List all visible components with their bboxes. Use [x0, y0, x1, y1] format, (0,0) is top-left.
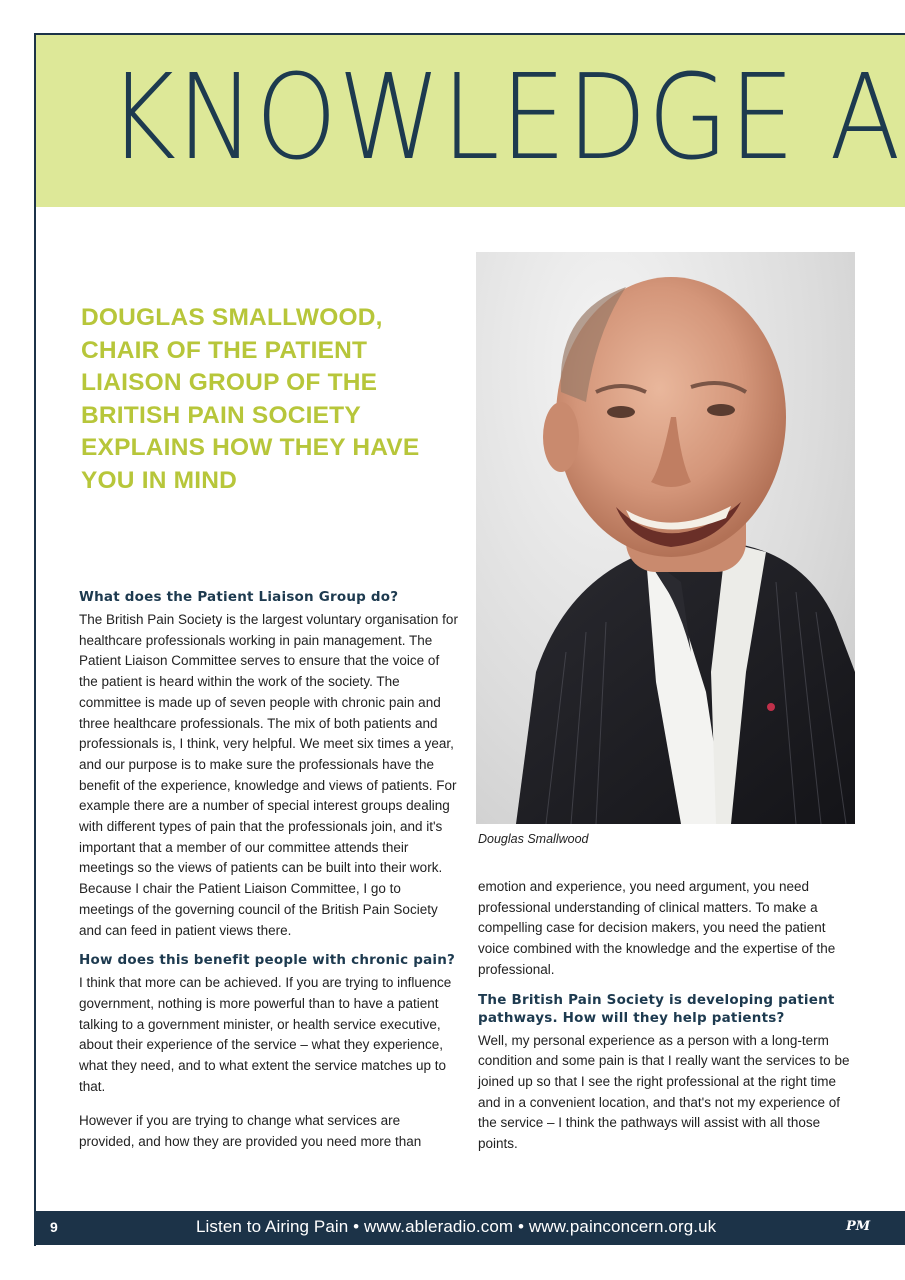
answer-paragraph: Well, my personal experience as a person with a long-term condition and some pain is that I really want the services to be joined up so that I see the right professional at the right time and in a convenient location, and that's not my experience of the service – I think the pathways will assist with all those points.: [478, 1032, 850, 1152]
footer-bar: [36, 1211, 905, 1245]
question-heading: The British Pain Society is developing patient pathways. How will they help patients?: [478, 991, 835, 1026]
answer-paragraph: emotion and experience, you need argument, you need professional understanding of clinical matters. To make a compelling case for decision makers, you need the patient voice combined with the knowledge and the expertise of the professional.: [478, 879, 836, 977]
right-column: [478, 877, 858, 1165]
portrait-photo: [476, 252, 855, 824]
answer-paragraph: The British Pain Society is the largest voluntary organisation for healthcare professionals working in pain management. The Patient Liaison Committee serves to ensure that the voice of the patient is heard within the work of the society. The committee is made up of seven people with chronic pain and three healthcare professionals. The mix of both patients and professionals is, I think, very helpful. We meet six times a year, and our purpose is to make sure the professionals have the benefit of the experience, knowledge and views of patients. For example there are a number of special interest groups dealing with different types of pain that the professionals join, and it's important that a member of our committee attends their meetings so the views of patients can be built into their work. Because I chair the Patient Liaison Committee, I go to meetings of the governing council of the British Pain Society and can feed in patient views there.: [79, 612, 458, 938]
page-number: 9: [50, 1219, 58, 1235]
footer-logo: PM: [846, 1219, 871, 1234]
photo-caption: Douglas Smallwood: [478, 832, 589, 846]
article-headline: DOUGLAS SMALLWOOD, CHAIR OF THE PATIENT LIAISON GROUP OF THE BRITISH PAIN SOCIETY EXPLAINS HOW THEY HAVE YOU IN MIND: [81, 304, 420, 494]
title-banner: [36, 35, 905, 207]
question-heading: What does the Patient Liaison Group do?: [79, 589, 399, 605]
banner-title: KNOWLEDGE A: [108, 48, 902, 186]
answer-paragraph: I think that more can be achieved. If you are trying to influence government, nothing is more powerful than to have a patient talking to a government minister, or health service executive, about their experience of the service – what they experience, what they need, and to what extent the service matches up to that.: [79, 975, 452, 1094]
footer-text: Listen to Airing Pain • www.ableradio.com • www.painconcern.org.uk: [196, 1217, 717, 1236]
left-column: [79, 588, 459, 1163]
question-heading: How does this benefit people with chronic pain?: [79, 952, 456, 969]
answer-paragraph: However if you are trying to change what services are provided, and how they are provided you need more than: [79, 1113, 422, 1150]
portrait-illustration: [476, 252, 855, 824]
